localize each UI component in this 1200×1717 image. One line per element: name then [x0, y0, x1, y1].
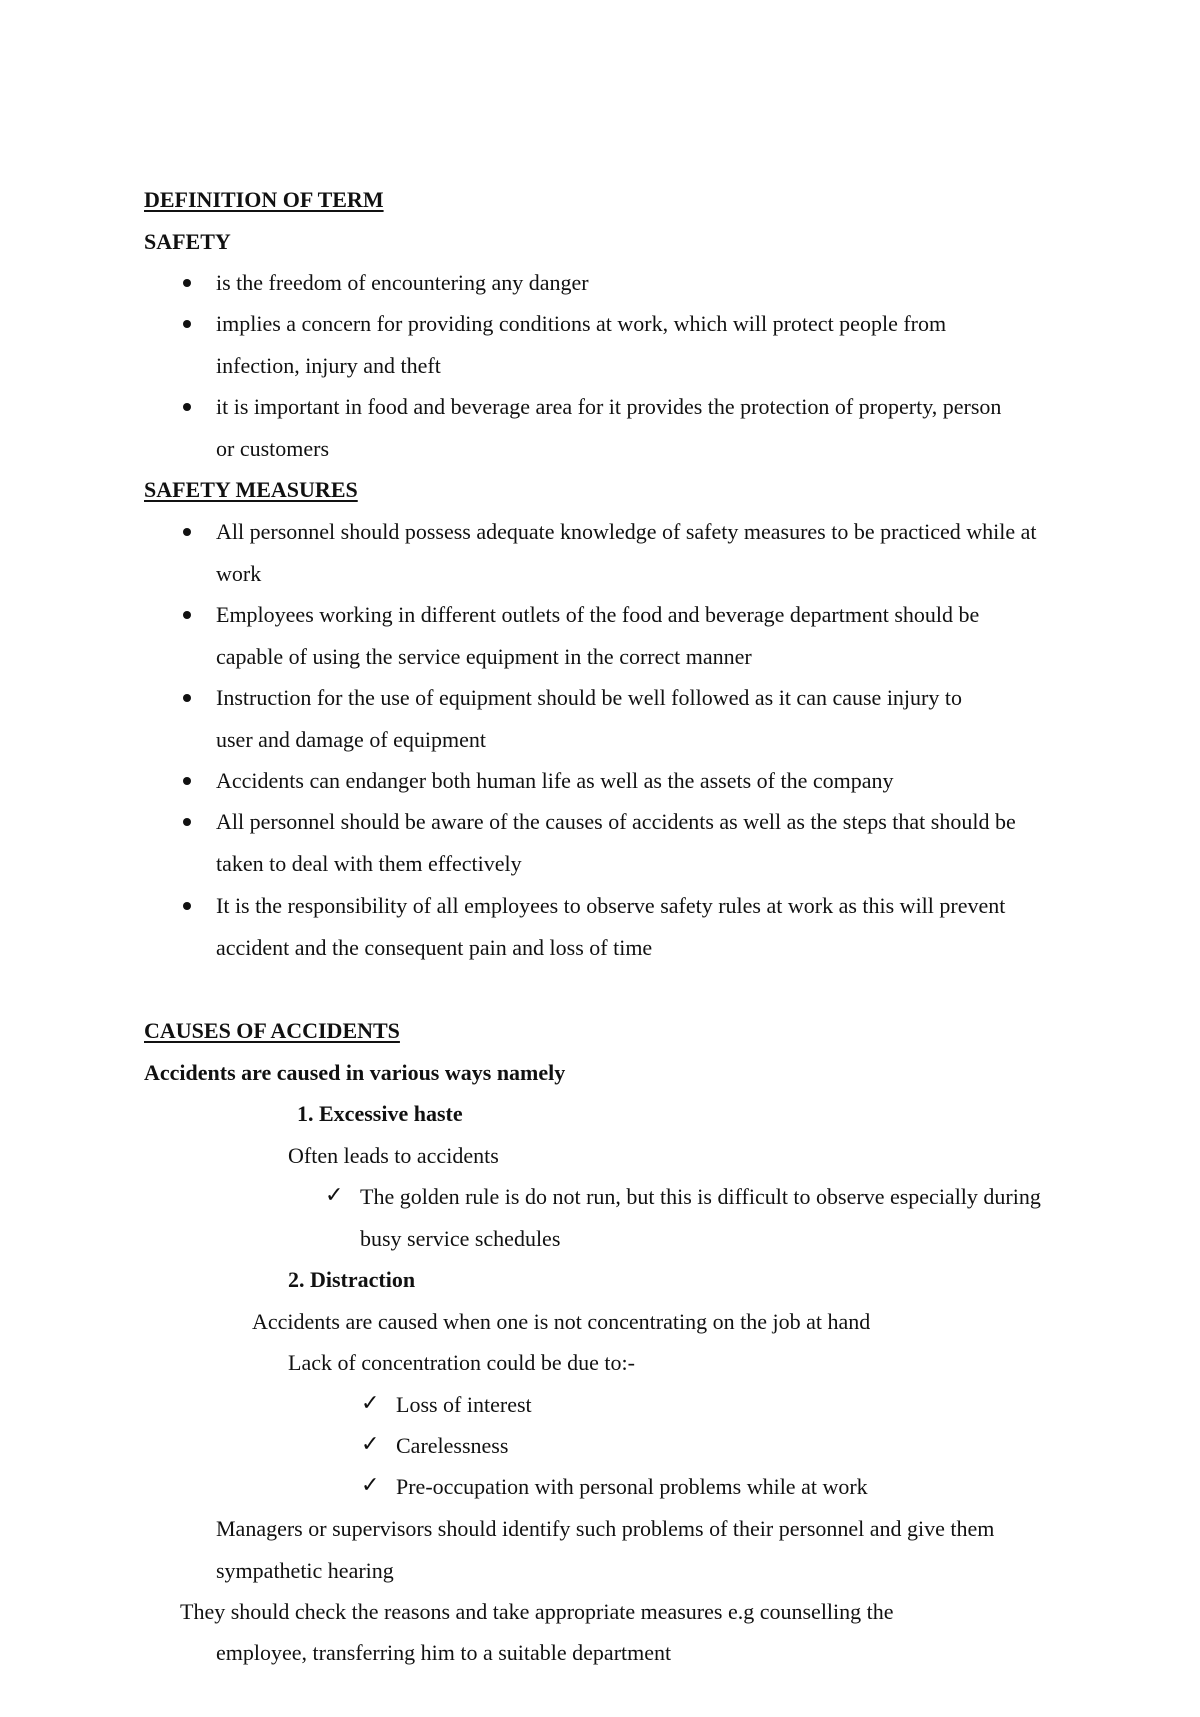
causes-heading: CAUSES OF ACCIDENTS	[144, 1018, 400, 1043]
cause-1-check-line2: busy service schedules	[360, 1226, 561, 1251]
cause-2-check-2: Carelessness	[396, 1433, 509, 1458]
measures-bullet-3-line2: user and damage of equipment	[216, 727, 487, 752]
definition-heading: DEFINITION OF TERM	[144, 187, 384, 212]
measures-bullet-1-line2: work	[216, 561, 262, 586]
causes-intro: Accidents are caused in various ways namely	[144, 1060, 566, 1085]
bullet-dot-icon	[183, 694, 191, 702]
cause-2-check-1: Loss of interest	[396, 1392, 532, 1417]
cause-2-sub: Lack of concentration could be due to:-	[288, 1350, 635, 1375]
check-reasons-line-2: employee, transferring him to a suitable department	[216, 1640, 672, 1665]
measures-bullet-4: Accidents can endanger both human life as well as the assets of the company	[216, 768, 894, 793]
measures-bullet-5-line1: All personnel should be aware of the causes of accidents as well as the steps that should be	[216, 809, 1016, 834]
measures-bullet-6-line1: It is the responsibility of all employees to observe safety rules at work as this will prevent	[216, 893, 1006, 918]
safety-bullet-3-line1: it is important in food and beverage area for it provides the protection of property, person	[216, 394, 1002, 419]
safety-bullet-1: is the freedom of encountering any danger	[216, 270, 589, 295]
check-reasons-line-1: They should check the reasons and take appropriate measures e.g counselling the	[180, 1599, 894, 1624]
cause-2-text: Accidents are caused when one is not concentrating on the job at hand	[252, 1309, 871, 1334]
bullet-dot-icon	[183, 818, 191, 826]
cause-2-check-3: Pre-occupation with personal problems while at work	[396, 1474, 868, 1499]
safety-bullet-2-line2: infection, injury and theft	[216, 353, 441, 378]
measures-bullet-6-line2: accident and the consequent pain and loss of time	[216, 935, 653, 960]
bullet-dot-icon	[183, 279, 191, 287]
cause-2-title: 2. Distraction	[288, 1267, 416, 1292]
managers-line-2: sympathetic hearing	[216, 1558, 394, 1583]
bullet-dot-icon	[183, 777, 191, 785]
measures-bullet-2-line2: capable of using the service equipment in the correct manner	[216, 644, 752, 669]
safety-heading: SAFETY	[144, 229, 231, 254]
safety-bullet-2-line1: implies a concern for providing conditions at work, which will protect people from	[216, 311, 947, 336]
safety-bullet-3-line2: or customers	[216, 436, 330, 461]
measures-bullet-2-line1: Employees working in different outlets of the food and beverage department should be	[216, 602, 980, 627]
bullet-dot-icon	[183, 403, 191, 411]
checkmark-icon: ✓	[361, 1432, 380, 1457]
measures-bullet-1-line1: All personnel should possess adequate knowledge of safety measures to be practiced while at	[216, 519, 1037, 544]
cause-1-title: 1. Excessive haste	[297, 1101, 463, 1126]
checkmark-icon: ✓	[325, 1183, 344, 1208]
cause-1-check-line1: The golden rule is do not run, but this is difficult to observe especially during	[360, 1184, 1041, 1209]
measures-bullet-3-line1: Instruction for the use of equipment should be well followed as it can cause injury to	[216, 685, 962, 710]
bullet-dot-icon	[183, 611, 191, 619]
cause-1-text: Often leads to accidents	[288, 1143, 499, 1168]
measures-bullet-5-line2: taken to deal with them effectively	[216, 851, 522, 876]
bullet-dot-icon	[183, 528, 191, 536]
checkmark-icon: ✓	[361, 1391, 380, 1416]
bullet-dot-icon	[183, 320, 191, 328]
checkmark-icon: ✓	[361, 1473, 380, 1498]
bullet-dot-icon	[183, 902, 191, 910]
safety-measures-heading: SAFETY MEASURES	[144, 477, 358, 502]
managers-line-1: Managers or supervisors should identify such problems of their personnel and give them	[216, 1516, 995, 1541]
